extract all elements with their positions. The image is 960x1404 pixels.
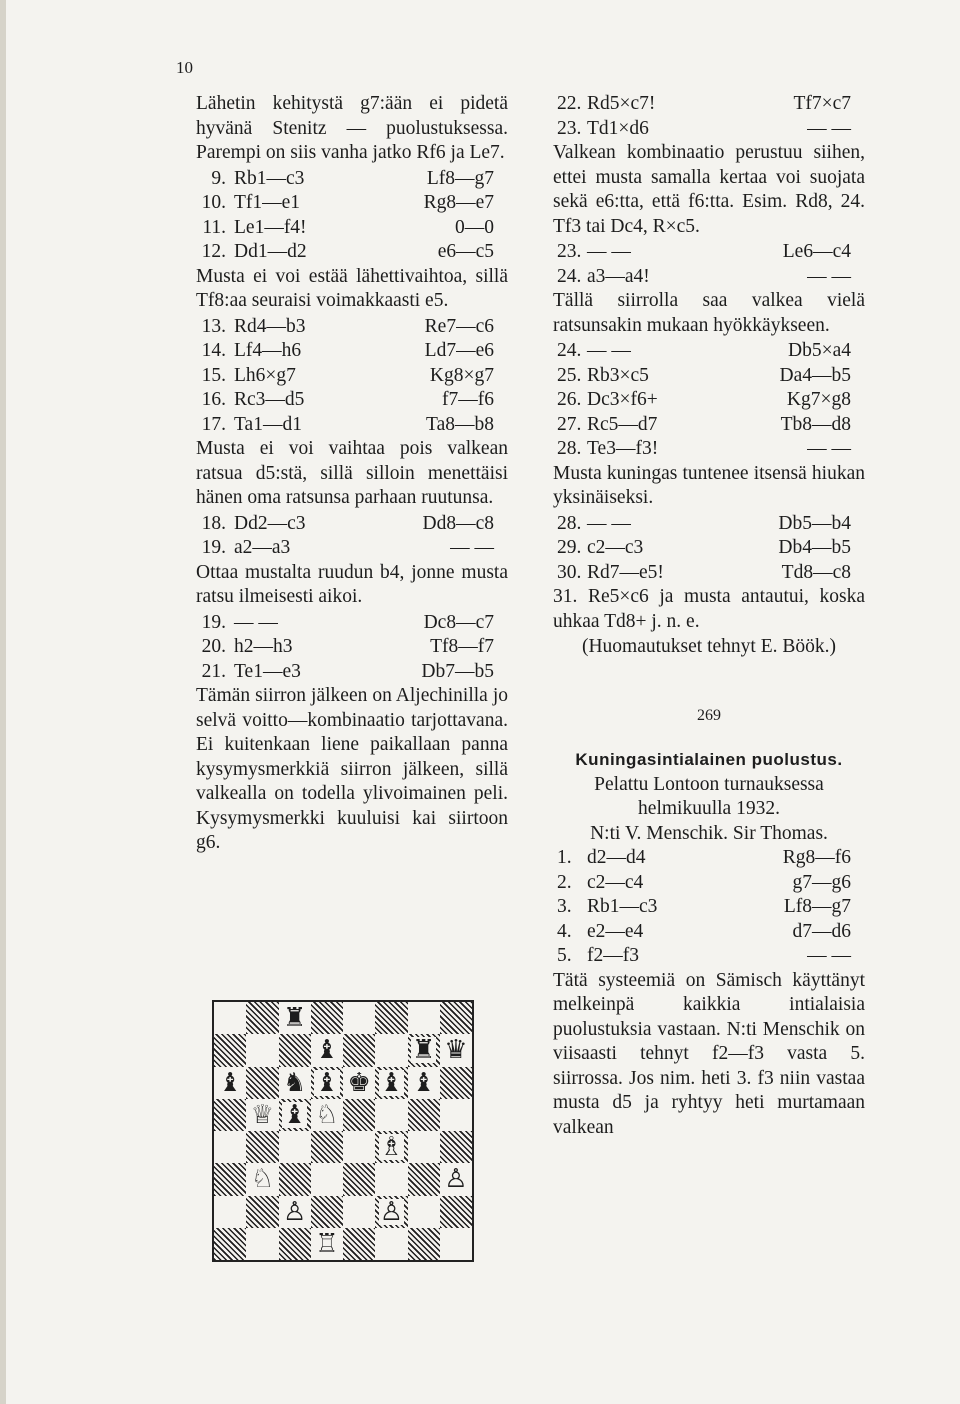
- board-square: [440, 1099, 472, 1131]
- chess-piece: ♝: [315, 1067, 339, 1097]
- move-number: 28.: [557, 512, 582, 534]
- move-number: 14.: [201, 340, 226, 361]
- chess-piece: ♜: [282, 1003, 307, 1033]
- board-square: [246, 1228, 278, 1260]
- board-square: [246, 1131, 278, 1163]
- black-move: f7—f6: [442, 389, 494, 410]
- move-row: [196, 240, 508, 265]
- move-number: 17.: [201, 413, 226, 435]
- move-number: 19.: [201, 611, 226, 633]
- chess-piece: ♘: [250, 1164, 275, 1194]
- black-move: d7—d6: [792, 920, 851, 942]
- board-square: [375, 1099, 407, 1131]
- board-square: [408, 1196, 440, 1228]
- board-square: [440, 1163, 472, 1195]
- white-move: a3—a4!: [587, 265, 650, 287]
- move-row: [553, 92, 865, 117]
- move-number: 13.: [201, 315, 226, 337]
- white-move: Rb1—c3: [587, 896, 658, 917]
- board-square: [246, 1196, 278, 1228]
- board-square: [311, 1196, 343, 1228]
- board-square: [246, 1067, 278, 1099]
- move-row: [553, 561, 865, 586]
- move-row: [553, 895, 865, 920]
- commentary-paragraph: Tällä siirrolla saa valkea vielä ratsunsakin mukaan hyökkäykseen.: [553, 290, 865, 336]
- chess-piece: ♝: [411, 1067, 436, 1097]
- move-number: 22.: [557, 93, 582, 114]
- black-move: Kg8×g7: [429, 364, 494, 386]
- board-square: [408, 1002, 440, 1034]
- move-row: [196, 191, 508, 216]
- black-move: 0—0: [455, 216, 494, 238]
- white-move: — —: [587, 340, 631, 361]
- board-square: [408, 1228, 440, 1260]
- move-number: 30.: [557, 561, 582, 583]
- black-move: Da4—b5: [779, 364, 851, 386]
- black-move: Rg8—f6: [782, 847, 851, 868]
- white-move: Tf1—e1: [234, 192, 301, 213]
- board-square: [343, 1099, 375, 1131]
- board-square: [440, 1002, 472, 1034]
- board-square: [311, 1067, 343, 1099]
- board-square: [375, 1034, 407, 1066]
- move-number: 2.: [557, 871, 572, 893]
- black-move: Le6—c4: [782, 241, 851, 262]
- white-move: Rd5×c7!: [587, 93, 656, 114]
- move-row: [553, 920, 865, 945]
- chess-piece: ♞: [282, 1067, 307, 1097]
- white-move: Rd7—e5!: [587, 561, 664, 583]
- move-number: 11.: [202, 216, 226, 238]
- white-move: c2—c4: [587, 871, 644, 893]
- black-move: — —: [807, 265, 851, 287]
- move-number: 25.: [557, 364, 582, 386]
- board-square: [214, 1034, 246, 1066]
- board-square: [214, 1196, 246, 1228]
- move-row: [553, 512, 865, 537]
- white-move: Rc3—d5: [234, 389, 305, 410]
- move-row: [553, 117, 865, 142]
- move-number: 3.: [557, 896, 572, 917]
- black-move: Td8—c8: [781, 561, 851, 583]
- move-number: 29.: [557, 537, 582, 558]
- black-move: Ta8—b8: [426, 413, 494, 435]
- chess-piece: ♝: [379, 1067, 404, 1097]
- board-square: [440, 1067, 472, 1099]
- board-square: [375, 1002, 407, 1034]
- move-row: [553, 240, 865, 265]
- board-square: [343, 1002, 375, 1034]
- move-number: 5.: [557, 945, 572, 966]
- centered-line: Pelattu Lontoon turnauksessa helmikuulla 1932.: [594, 773, 824, 819]
- move-number: 1.: [557, 847, 572, 868]
- board-square: [246, 1002, 278, 1034]
- white-move: Dc3×f6+: [587, 389, 658, 410]
- black-move: Dc8—c7: [423, 611, 494, 633]
- move-row: [553, 388, 865, 413]
- move-number: 23.: [557, 241, 582, 262]
- move-row: [196, 388, 508, 413]
- move-number: 9.: [211, 167, 226, 189]
- white-move: a2—a3: [234, 537, 291, 558]
- board-square: [408, 1163, 440, 1195]
- board-square: [343, 1034, 375, 1066]
- board-square: [311, 1002, 343, 1034]
- black-move: Ld7—e6: [424, 340, 494, 361]
- black-move: Re7—c6: [424, 315, 494, 337]
- board-square: [279, 1131, 311, 1163]
- move-row: [553, 265, 865, 290]
- move-number: 28.: [557, 438, 582, 459]
- move-row: [553, 413, 865, 438]
- move-number: 10.: [201, 192, 226, 213]
- board-square: [375, 1196, 407, 1228]
- black-move: Db7—b5: [421, 660, 494, 682]
- move-number: 26.: [557, 389, 582, 410]
- commentary-paragraph: Musta ei voi vaihtaa pois valkean ratsua d5:stä, sillä silloin menettäisi hänen oma ratsunsa parhaan ruutunsa.: [196, 438, 508, 508]
- chess-piece: ♘: [315, 1099, 339, 1129]
- commentary-paragraph: Valkean kombinaatio perustuu siihen, ettei musta samalla kertaa voi suojata sekä e6:tta, että f6:tta. Esim. Rd8, 24. Tf3 tai Dc4, R×c5.: [553, 142, 865, 237]
- white-move: h2—h3: [234, 636, 293, 657]
- board-square: [279, 1228, 311, 1260]
- white-move: d2—d4: [587, 847, 646, 868]
- board-square: [343, 1067, 375, 1099]
- board-square: [246, 1034, 278, 1066]
- chess-piece: ♚: [347, 1067, 371, 1097]
- move-row: [196, 660, 508, 685]
- board-square: [343, 1196, 375, 1228]
- black-move: Tb8—d8: [780, 413, 851, 435]
- move-number: 18.: [201, 512, 226, 534]
- white-move: Lh6×g7: [234, 364, 296, 386]
- white-move: f2—f3: [587, 945, 639, 966]
- board-square: [375, 1131, 407, 1163]
- move-row: [553, 536, 865, 561]
- chess-piece: ♙: [444, 1164, 468, 1194]
- black-move: Kg7×g8: [786, 389, 851, 410]
- white-move: Te1—e3: [234, 660, 301, 682]
- move-row: [553, 944, 865, 969]
- board-square: [279, 1034, 311, 1066]
- board-square: [214, 1131, 246, 1163]
- black-move: Db4—b5: [778, 537, 851, 558]
- move-row: [196, 339, 508, 364]
- move-row: [196, 167, 508, 192]
- move-number: 24.: [557, 265, 582, 287]
- move-number: 19.: [201, 537, 226, 558]
- white-move: Rb1—c3: [234, 167, 305, 189]
- white-move: — —: [587, 241, 631, 262]
- move-number: 21.: [201, 660, 226, 682]
- board-square: [279, 1099, 311, 1131]
- board-square: [279, 1002, 311, 1034]
- board-square: [440, 1131, 472, 1163]
- move-row: [196, 611, 508, 636]
- black-move: — —: [807, 945, 851, 966]
- chess-piece: ♖: [315, 1228, 339, 1258]
- board-square: [375, 1163, 407, 1195]
- board-square: [311, 1131, 343, 1163]
- white-move: Lf4—h6: [234, 340, 302, 361]
- board-square: [246, 1099, 278, 1131]
- move-row: [196, 364, 508, 389]
- board-square: [343, 1163, 375, 1195]
- white-move: Ta1—d1: [234, 413, 302, 435]
- black-move: — —: [807, 438, 851, 459]
- centered-line: (Huomautukset tehnyt E. Böök.): [581, 636, 836, 657]
- black-move: e6—c5: [437, 241, 494, 262]
- board-square: [279, 1163, 311, 1195]
- white-move: Rb3×c5: [587, 364, 649, 386]
- white-move: — —: [587, 512, 631, 534]
- board-square: [214, 1228, 246, 1260]
- board-square: [440, 1228, 472, 1260]
- board-square: [408, 1131, 440, 1163]
- board-square: [440, 1196, 472, 1228]
- move-row: [196, 536, 508, 561]
- commentary-paragraph: Musta ei voi estää lähettivaihtoa, sillä Tf8:aa seuraisi voimakkaasti e5.: [196, 265, 508, 311]
- black-move: — —: [807, 117, 851, 139]
- black-move: Dd8—c8: [422, 512, 494, 534]
- black-move: Db5×a4: [788, 340, 851, 361]
- board-square: [279, 1196, 311, 1228]
- board-square: [408, 1034, 440, 1066]
- white-move: Dd1—d2: [234, 241, 307, 262]
- board-square: [279, 1067, 311, 1099]
- right-column: [553, 92, 865, 1141]
- black-move: Rg8—e7: [423, 192, 494, 213]
- white-move: Rc5—d7: [587, 413, 658, 435]
- board-square: [214, 1002, 246, 1034]
- black-move: Tf8—f7: [430, 636, 494, 657]
- board-square: [343, 1228, 375, 1260]
- board-square: [214, 1099, 246, 1131]
- centered-line: N:ti V. Menschik. Sir Thomas.: [590, 822, 828, 844]
- black-move: g7—g6: [792, 871, 851, 893]
- board-square: [375, 1228, 407, 1260]
- board-square: [311, 1228, 343, 1260]
- board-square: [311, 1099, 343, 1131]
- move-number: 12.: [201, 241, 226, 262]
- black-move: — —: [450, 537, 494, 558]
- board-square: [214, 1067, 246, 1099]
- board-square: [246, 1163, 278, 1195]
- page-number: 10: [176, 58, 193, 77]
- left-column: [196, 92, 508, 857]
- board-square: [311, 1163, 343, 1195]
- white-move: — —: [234, 611, 278, 633]
- chess-piece: ♝: [282, 1099, 307, 1129]
- chess-board-diagram: [212, 1000, 474, 1262]
- move-number: 27.: [557, 413, 582, 435]
- board-square: [440, 1034, 472, 1066]
- game-number: 269: [697, 706, 721, 724]
- board-square: [311, 1034, 343, 1066]
- white-move: Dd2—c3: [234, 512, 306, 534]
- chess-piece: ♛: [444, 1035, 468, 1065]
- commentary-paragraph: Ottaa mustalta ruudun b4, jonne musta ratsu ilmeisesti aikoi.: [196, 561, 508, 607]
- move-row: [553, 364, 865, 389]
- board-square: [375, 1067, 407, 1099]
- black-move: Lf8—g7: [783, 896, 851, 917]
- white-move: Le1—f4!: [234, 216, 307, 238]
- black-move: Tf7×c7: [793, 93, 851, 114]
- commentary-paragraph: 31. Re5×c6 ja musta antautui, koska uhkaa Td8+ j. n. e.: [553, 586, 865, 632]
- commentary-paragraph: Tätä systeemiä on Sämisch käyttänyt melkeinpä kaikkia intialaisia puolustuksia vastaan. N:ti Menschik on viisaasti tehnyt f2—f3 vasta 5. siirrossa. Jos nim. heti 3. f3 niin vastaa musta d5 ja ryhtyy heti murtamaan valkean: [553, 969, 865, 1138]
- chess-piece: ♙: [282, 1196, 307, 1226]
- move-row: [196, 315, 508, 340]
- board-square: [408, 1099, 440, 1131]
- black-move: Lf8—g7: [426, 167, 494, 189]
- move-number: 23.: [557, 117, 582, 139]
- white-move: Te3—f3!: [587, 438, 659, 459]
- page-edge: [0, 0, 6, 1404]
- chess-piece: ♗: [379, 1132, 404, 1162]
- move-row: [196, 512, 508, 537]
- board-square: [343, 1131, 375, 1163]
- commentary-paragraph: Tämän siirron jälkeen on Aljechinilla jo selvä voitto—kombinaatio tarjottavana. Ei kuitenkaan liene paikallaan panna kysymysmerkkiä siirron jälkeen, sillä valkealla on todella ylivoimainen peli. Kysymysmerkki kuuluisi kai siirtoon g6.: [196, 685, 508, 853]
- board-square: [408, 1067, 440, 1099]
- move-row: [196, 216, 508, 241]
- chess-piece: ♙: [379, 1196, 404, 1226]
- commentary-paragraph: Lähetin kehitystä g7:ään ei pidetä hyvänä Stenitz — puolustuksessa. Parempi on siis vanha jatko Rf6 ja Le7.: [196, 93, 508, 163]
- move-number: 20.: [201, 636, 226, 657]
- chess-piece: ♝: [218, 1067, 242, 1097]
- move-row: [553, 846, 865, 871]
- commentary-paragraph: Musta kuningas tuntenee itsensä hiukan yksinäiseksi.: [553, 462, 865, 508]
- chess-piece: ♕: [250, 1099, 275, 1129]
- move-number: 24.: [557, 340, 582, 361]
- move-row: [553, 339, 865, 364]
- white-move: c2—c3: [587, 537, 644, 558]
- game-title: Kuningasintialainen puolustus.: [575, 750, 843, 769]
- white-move: e2—e4: [587, 920, 644, 942]
- chess-piece: ♜: [411, 1035, 436, 1065]
- board-square: [214, 1163, 246, 1195]
- move-row: [196, 635, 508, 660]
- move-number: 4.: [557, 920, 572, 942]
- chess-piece: ♝: [315, 1035, 339, 1065]
- white-move: Td1×d6: [587, 117, 649, 139]
- move-row: [553, 871, 865, 896]
- move-row: [553, 437, 865, 462]
- move-number: 16.: [201, 389, 226, 410]
- black-move: Db5—b4: [778, 512, 851, 534]
- move-number: 15.: [201, 364, 226, 386]
- white-move: Rd4—b3: [234, 315, 306, 337]
- move-row: [196, 413, 508, 438]
